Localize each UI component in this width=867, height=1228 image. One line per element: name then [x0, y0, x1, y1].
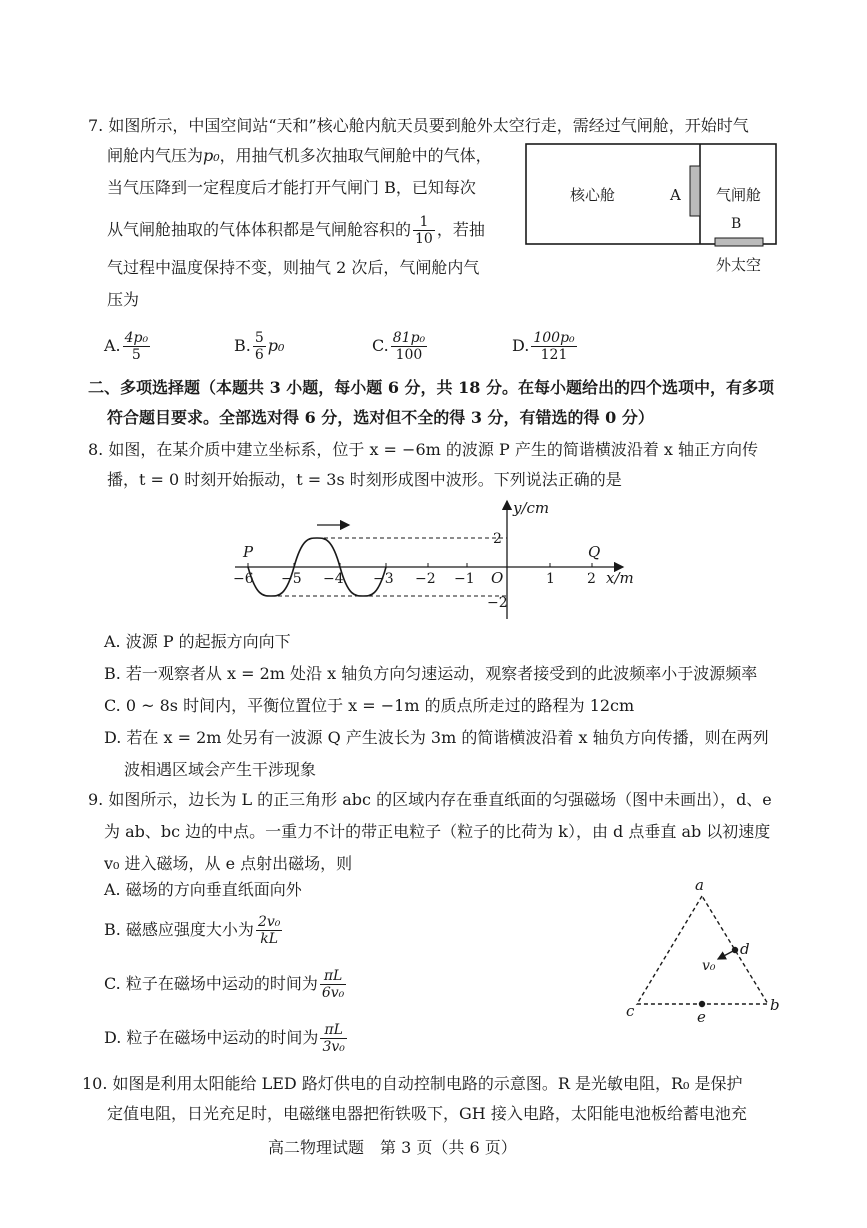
- x-tick: 2: [587, 571, 596, 587]
- q9-option-a: A. 磁场的方向垂直纸面向外: [104, 880, 302, 899]
- q7-fraction: $\frac{1}{10}$: [415, 214, 433, 247]
- q8-line-1: 8. 如图，在某介质中建立坐标系，位于 x = −6m 的波源 P 产生的简谐横波沿着 x 轴正方向传: [88, 440, 759, 459]
- q7-line-5: 气过程中温度保持不变，则抽气 2 次后，气闸舱内气: [107, 258, 480, 277]
- q9-line-2: 为 ab、bc 边的中点。一重力不计的带正电粒子（粒子的比荷为 k），由 d 点垂直 ab 以初速度: [104, 822, 771, 841]
- q7-option-a: A. $\frac{\text{4p₀}}{5}$: [104, 330, 149, 363]
- q9-triangle-figure: [620, 876, 790, 1024]
- q8-option-c: C. 0 ~ 8s 时间内，平衡位置位于 x = −1m 的质点所走过的路程为 12cm: [104, 696, 635, 715]
- q9-line-1: 9. 如图所示，边长为 L 的正三角形 abc 的区域内存在垂直纸面的匀强磁场（图中未画出），d、e: [88, 790, 772, 809]
- q8-option-d: D. 若在 x = 2m 处另有一波源 Q 产生波长为 3m 的简谐横波沿着 x 轴负方向传播，则在两列: [104, 728, 769, 747]
- q9-option-b: B. 磁感应强度大小为 $\frac{\text{2v₀}}{kL}$: [104, 914, 281, 947]
- q8-option-d-cont: 波相遇区域会产生干涉现象: [124, 760, 317, 779]
- x-axis-label: x/m: [606, 569, 634, 587]
- x-tick: −3: [373, 571, 394, 587]
- point-p-label: P: [243, 543, 254, 561]
- x-tick: 1: [546, 571, 555, 587]
- x-tick: −4: [323, 571, 344, 587]
- q7-option-d: D. $\frac{\text{100p₀}}{121}$: [512, 330, 575, 363]
- q7-option-b: B. $\frac{5}{6}$ p₀: [234, 330, 285, 363]
- airlock-label: 气闸舱: [716, 186, 762, 204]
- core-module-label: 核心舱: [570, 186, 616, 204]
- q8-line-2: 播，t = 0 时刻开始振动，t = 3s 时刻形成图中波形。下列说法正确的是: [107, 470, 622, 489]
- q7-option-c: C. $\frac{\text{81p₀}}{100}$: [372, 330, 426, 363]
- y-tick-pos: 2: [493, 531, 502, 547]
- q7-line-2-a: 闸舱内气压为: [107, 146, 204, 165]
- x-tick: −6: [233, 571, 254, 587]
- q7-line-2: [107, 146, 492, 166]
- point-e: [699, 1001, 705, 1007]
- door-a-label: A: [670, 186, 681, 204]
- x-tick: −5: [281, 571, 302, 587]
- section2-line-1: 二、多项选择题（本题共 3 小题，每小题 6 分，共 18 分。在每小题给出的四个选项中，有多项: [88, 378, 774, 397]
- q7-line-6: 压为: [107, 290, 140, 309]
- q7-airlock-figure: [520, 138, 782, 278]
- q7-line-4-a: 从气闸舱抽取的气体体积都是气闸舱容积的: [107, 220, 412, 239]
- section2-line-2: 符合题目要求。全部选对得 6 分，选对但不全的得 3 分，有错选的得 0 分）: [107, 408, 654, 427]
- q8-option-a: A. 波源 P 的起振方向向下: [104, 632, 291, 651]
- q7-line-2-b: ，用抽气机多次抽取气闸舱中的气体，: [219, 146, 492, 165]
- label-a: a: [695, 876, 704, 894]
- door-b-label: B: [731, 216, 742, 232]
- q10-line-2: 定值电阻，日光充足时，电磁继电器把衔铁吸下，GH 接入电路，太阳能电池板给蓄电池充: [107, 1104, 747, 1123]
- label-v0: v₀: [702, 958, 716, 974]
- page-footer: 高二物理试题 第 3 页（共 6 页）: [268, 1138, 517, 1157]
- q9-line-3: v₀ 进入磁场，从 e 点射出磁场，则: [104, 854, 353, 873]
- label-e: e: [697, 1008, 706, 1024]
- q7-line-4: [107, 214, 485, 247]
- outer-space-label: 外太空: [716, 256, 762, 274]
- q9-option-d: D. 粒子在磁场中运动的时间为 $\frac{\pi L}{\text{3v₀}}$: [104, 1022, 345, 1055]
- q8-option-b: B. 若一观察者从 x = 2m 处沿 x 轴负方向匀速运动，观察者接受到的此波频率小于波源频率: [104, 664, 758, 683]
- label-d: d: [740, 940, 750, 958]
- q7-p0: p₀: [203, 146, 220, 165]
- q8-wave-graph: [225, 495, 645, 623]
- point-q-label: Q: [588, 543, 601, 561]
- q7-line-4-b: ，若抽: [436, 220, 485, 239]
- origin-label: O: [491, 569, 504, 587]
- x-tick: −2: [415, 571, 436, 587]
- q7-line-1: 7. 如图所示，中国空间站“天和”核心舱内航天员要到舱外太空行走，需经过气闸舱，开始时气: [88, 116, 749, 135]
- y-tick-neg: −2: [487, 595, 508, 611]
- y-axis-label: y/cm: [513, 499, 550, 517]
- q9-option-c: C. 粒子在磁场中运动的时间为 $\frac{\pi L}{\text{6v₀}}$: [104, 968, 345, 1001]
- velocity-arrow: [718, 950, 735, 959]
- q10-line-1: 10. 如图是利用太阳能给 LED 路灯供电的自动控制电路的示意图。R 是光敏电阻，R₀ 是保护: [82, 1074, 743, 1093]
- x-tick: −1: [454, 571, 475, 587]
- q7-line-3: 当气压降到一定程度后才能打开气闸门 B，已知每次: [107, 178, 476, 197]
- label-c: c: [626, 1002, 635, 1020]
- label-b: b: [770, 996, 780, 1014]
